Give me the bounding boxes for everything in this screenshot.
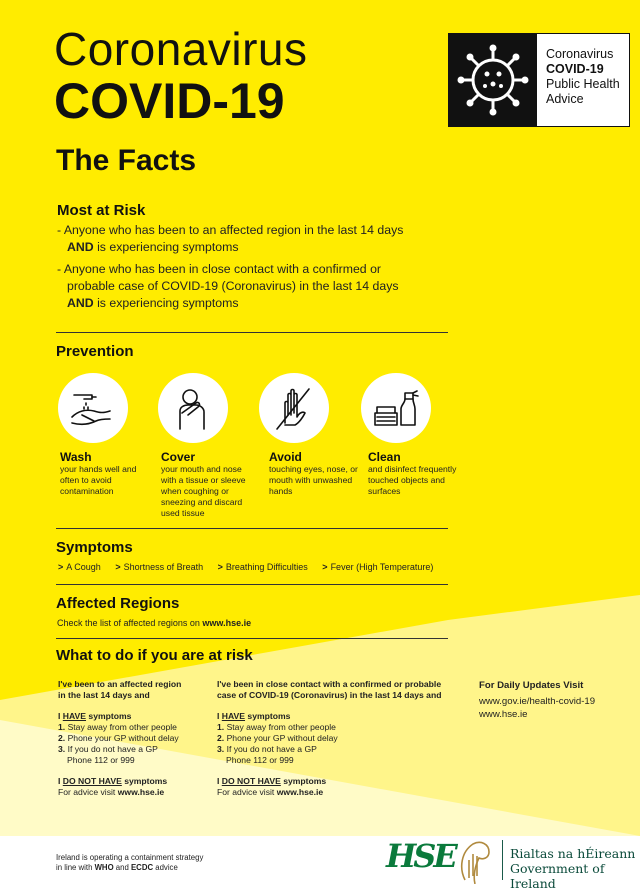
affected-regions-heading: Affected Regions bbox=[56, 595, 180, 612]
what-to-do-heading: What to do if you are at risk bbox=[56, 647, 253, 664]
prevention-cover-text: your mouth and nose with a tissue or sleeve when coughing or sneezing and discard used tissue bbox=[161, 464, 246, 518]
risk-item-1-rest: is experiencing symptoms bbox=[93, 240, 239, 254]
badge-line-advice: Advice bbox=[546, 92, 584, 106]
prevention-cover-title: Cover bbox=[161, 450, 196, 464]
col2-step-3-cont: Phone 112 or 999 bbox=[226, 755, 294, 765]
col2-title-line-1: I've been in close contact with a confirmed or probable bbox=[217, 679, 442, 689]
risk-item-2-line-1: - Anyone who has been in close contact with a confirmed or bbox=[57, 262, 381, 276]
title-coronavirus: Coronavirus bbox=[54, 23, 308, 75]
symptom-item: > A Cough bbox=[58, 562, 101, 572]
title-covid19: COVID-19 bbox=[54, 73, 285, 129]
risk-item-1-line-1: - Anyone who has been to an affected region in the last 14 days bbox=[57, 223, 404, 237]
footer-note-line-2: in line with WHO and ECDC advice bbox=[56, 863, 178, 872]
most-at-risk-heading: Most at Risk bbox=[57, 202, 146, 219]
virus-icon bbox=[449, 34, 537, 126]
col2-step-2: 2. Phone your GP without delay bbox=[217, 733, 338, 743]
col1-advice-link[interactable]: www.hse.ie bbox=[117, 787, 165, 797]
spray-bottle-icon bbox=[361, 373, 431, 443]
symptoms-heading: Symptoms bbox=[56, 539, 133, 556]
daily-updates-title: For Daily Updates Visit bbox=[479, 680, 584, 691]
prevention-avoid-text: touching eyes, nose, or mouth with unwashed hands bbox=[269, 464, 358, 496]
affected-regions-text: Check the list of affected regions on www.hse.ie bbox=[57, 618, 252, 628]
risk-item-2-line-2: probable case of COVID-19 (Coronavirus) in the last 14 days bbox=[67, 279, 399, 293]
col1-step-2: 2. Phone your GP without delay bbox=[58, 733, 179, 743]
gov-divider bbox=[502, 840, 503, 880]
col2-title-line-2: case of COVID-19 (Coronavirus) in the last 14 days and bbox=[217, 690, 442, 700]
symptoms-list bbox=[58, 562, 445, 572]
prevention-wash-title: Wash bbox=[60, 450, 92, 464]
most-at-risk-list bbox=[57, 222, 457, 312]
risk-item-2-and: AND bbox=[67, 296, 94, 310]
col1-step-1: 1. Stay away from other people bbox=[58, 722, 177, 732]
divider bbox=[56, 332, 448, 333]
risk-item-1-and: AND bbox=[67, 240, 94, 254]
prevention-wash-text: your hands well and often to avoid contamination bbox=[60, 464, 137, 496]
col1-step-3-cont: Phone 112 or 999 bbox=[67, 755, 135, 765]
badge-line-public-health: Public Health bbox=[546, 77, 620, 91]
badge-line-coronavirus: Coronavirus bbox=[546, 47, 614, 61]
col1-title-line-1: I've been to an affected region bbox=[58, 679, 182, 689]
badge-text bbox=[546, 47, 620, 107]
col2-donot-label: I DO NOT HAVE symptoms bbox=[217, 776, 327, 786]
symptom-item: > Shortness of Breath bbox=[115, 562, 204, 572]
col2-have-label: I HAVE symptoms bbox=[217, 711, 291, 721]
risk-item-1-line-2 bbox=[57, 239, 457, 256]
footer-note-line-1: Ireland is operating a containment strategy bbox=[56, 853, 204, 862]
col1-advice: For advice visit www.hse.ie bbox=[58, 787, 165, 797]
public-health-badge bbox=[448, 33, 630, 127]
what-to-do-column-2 bbox=[217, 679, 462, 798]
col1-step-3: 3. If you do not have a GP bbox=[58, 744, 158, 754]
col2-advice-link[interactable]: www.hse.ie bbox=[276, 787, 324, 797]
symptom-item: > Fever (High Temperature) bbox=[322, 562, 434, 572]
hse-logo: HSE bbox=[386, 837, 455, 875]
col2-step-1: 1. Stay away from other people bbox=[217, 722, 336, 732]
harp-icon bbox=[455, 838, 495, 884]
daily-updates-link-hse[interactable]: www.hse.ie bbox=[479, 709, 528, 720]
col1-have-label: I HAVE symptoms bbox=[58, 711, 132, 721]
no-touch-hand-icon bbox=[259, 373, 329, 443]
prevention-heading: Prevention bbox=[56, 343, 134, 360]
cough-into-elbow-icon bbox=[158, 373, 228, 443]
prevention-clean-text: and disinfect frequently touched objects and surfaces bbox=[368, 464, 457, 496]
what-to-do-column-1 bbox=[58, 679, 208, 798]
affected-regions-link[interactable]: www.hse.ie bbox=[202, 618, 252, 628]
risk-item-2-rest: is experiencing symptoms bbox=[93, 296, 239, 310]
col1-donot-label: I DO NOT HAVE symptoms bbox=[58, 776, 168, 786]
col2-step-3: 3. If you do not have a GP bbox=[217, 744, 317, 754]
symptom-item: > Breathing Difficulties bbox=[217, 562, 308, 572]
prevention-avoid-title: Avoid bbox=[269, 450, 302, 464]
gov-line-english: Government of Ireland bbox=[510, 861, 605, 890]
prevention-clean-title: Clean bbox=[368, 450, 401, 464]
badge-line-covid19: COVID-19 bbox=[546, 62, 604, 76]
col1-title-line-2: in the last 14 days and bbox=[58, 690, 150, 700]
handwash-icon bbox=[58, 373, 128, 443]
col2-advice: For advice visit www.hse.ie bbox=[217, 787, 324, 797]
risk-item-2-line-3 bbox=[57, 295, 457, 312]
daily-updates bbox=[479, 679, 629, 721]
footer-note bbox=[56, 853, 203, 873]
divider bbox=[56, 528, 448, 529]
daily-updates-link-gov[interactable]: www.gov.ie/health-covid-19 bbox=[479, 696, 596, 707]
government-of-ireland-logo bbox=[510, 846, 640, 890]
divider bbox=[56, 638, 448, 639]
gov-line-irish: Rialtas na hÉireann bbox=[510, 846, 636, 861]
subtitle-the-facts: The Facts bbox=[56, 144, 197, 177]
divider bbox=[56, 584, 448, 585]
